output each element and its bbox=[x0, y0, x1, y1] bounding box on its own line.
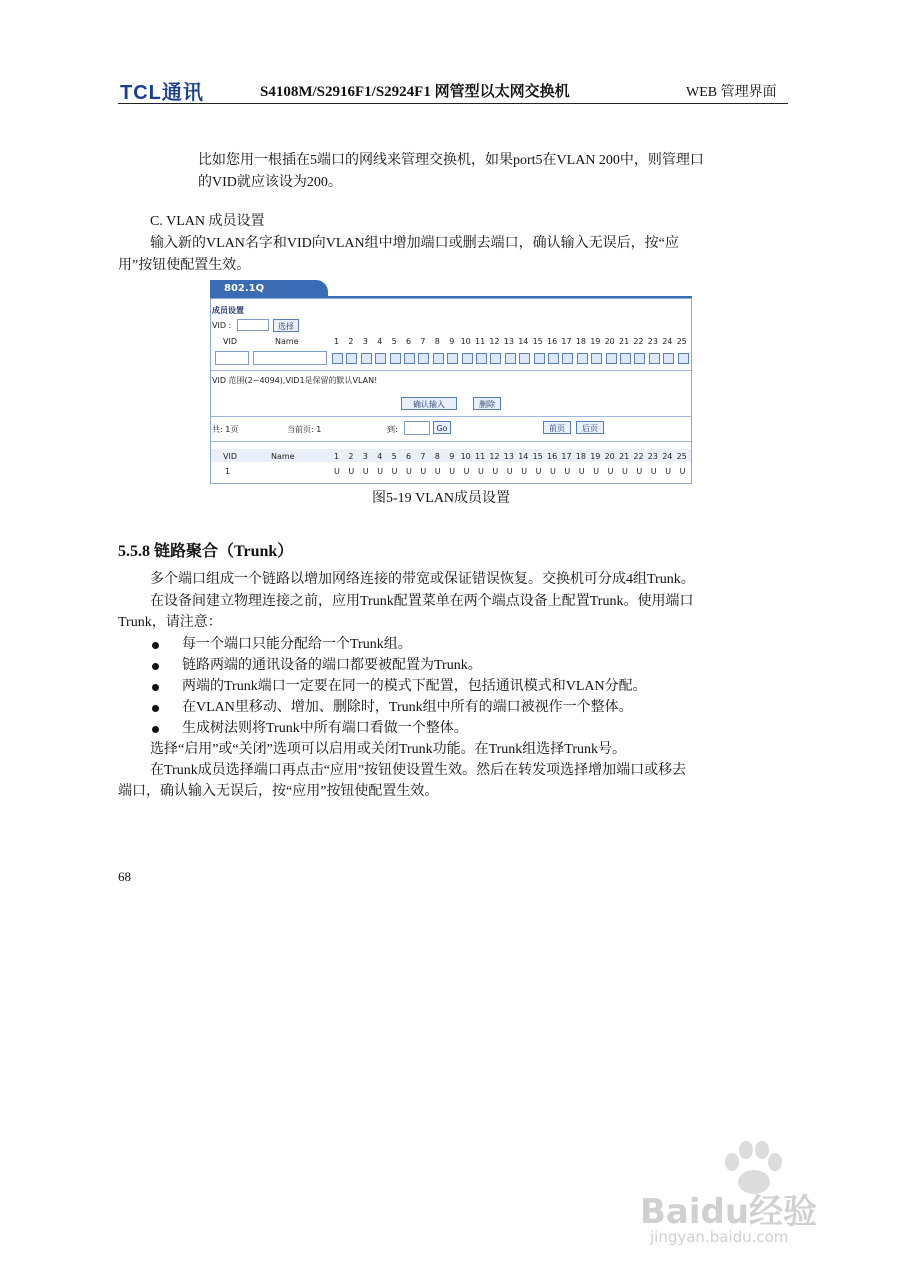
divider-2 bbox=[211, 416, 691, 417]
bullet-icon bbox=[152, 726, 159, 733]
table-port-header-2: 2 bbox=[348, 452, 354, 461]
port-checkbox-13[interactable] bbox=[505, 353, 516, 364]
port-checkbox-24[interactable] bbox=[663, 353, 674, 364]
table-port-value-2: U bbox=[348, 467, 355, 476]
port-checkbox-16[interactable] bbox=[548, 353, 559, 364]
table-port-value-17: U bbox=[564, 467, 571, 476]
tcl-logo: TCL通讯 bbox=[120, 82, 204, 104]
table-port-header-3: 3 bbox=[362, 452, 368, 461]
port-checkbox-20[interactable] bbox=[606, 353, 617, 364]
new-vid-input[interactable] bbox=[215, 351, 249, 365]
port-header-8: 8 bbox=[434, 337, 440, 346]
table-port-header-4: 4 bbox=[377, 452, 383, 461]
port-header-25: 25 bbox=[676, 337, 687, 346]
vlan-member-screenshot bbox=[210, 280, 692, 484]
port-header-7: 7 bbox=[420, 337, 426, 346]
table-port-value-25: U bbox=[679, 467, 686, 476]
table-port-header-21: 21 bbox=[619, 452, 630, 461]
table-row-vid: 1 bbox=[225, 467, 231, 476]
port-header-17: 17 bbox=[561, 337, 572, 346]
table-port-value-20: U bbox=[607, 467, 614, 476]
port-checkbox-9[interactable] bbox=[447, 353, 458, 364]
intro-line-1: 比如您用一根插在5端口的网线来管理交换机，如果port5在VLAN 200中，则管理口 bbox=[198, 153, 704, 168]
port-checkbox-14[interactable] bbox=[519, 353, 530, 364]
table-port-header-17: 17 bbox=[561, 452, 572, 461]
port-header-10: 10 bbox=[460, 337, 471, 346]
trunk-note-item: 在VLAN里移动、增加、删除时，Trunk组中所有的端口被视作一个整体。 bbox=[182, 700, 633, 715]
section-558-p2-line2: Trunk，请注意： bbox=[118, 615, 222, 630]
port-checkbox-10[interactable] bbox=[462, 353, 473, 364]
port-header-23: 23 bbox=[647, 337, 658, 346]
port-checkbox-4[interactable] bbox=[375, 353, 386, 364]
current-page: 当前页: 1 bbox=[287, 425, 322, 434]
port-header-12: 12 bbox=[489, 337, 500, 346]
table-port-header-8: 8 bbox=[434, 452, 440, 461]
port-header-5: 5 bbox=[391, 337, 397, 346]
port-header-3: 3 bbox=[362, 337, 368, 346]
table-port-header-1: 1 bbox=[334, 452, 340, 461]
table-port-value-24: U bbox=[665, 467, 672, 476]
table-port-value-1: U bbox=[334, 467, 340, 476]
port-checkbox-12[interactable] bbox=[490, 353, 501, 364]
table-port-header-18: 18 bbox=[575, 452, 586, 461]
table-port-value-15: U bbox=[535, 467, 542, 476]
port-checkbox-1[interactable] bbox=[332, 353, 343, 364]
port-checkbox-18[interactable] bbox=[577, 353, 588, 364]
new-name-input[interactable] bbox=[253, 351, 327, 365]
table-port-value-11: U bbox=[478, 467, 484, 476]
port-header-15: 15 bbox=[532, 337, 543, 346]
table-port-header-11: 11 bbox=[475, 452, 486, 461]
col-vid-header: VID bbox=[223, 337, 237, 346]
table-port-header-24: 24 bbox=[662, 452, 673, 461]
port-checkbox-19[interactable] bbox=[591, 353, 602, 364]
port-header-1: 1 bbox=[334, 337, 340, 346]
header-section-label: WEB 管理界面 bbox=[686, 85, 777, 100]
col-name-header: Name bbox=[275, 337, 299, 346]
table-port-value-21: U bbox=[622, 467, 628, 476]
select-button[interactable]: 选择 bbox=[273, 319, 299, 332]
table-port-value-14: U bbox=[521, 467, 528, 476]
port-header-22: 22 bbox=[633, 337, 644, 346]
table-port-value-8: U bbox=[434, 467, 441, 476]
port-checkbox-2[interactable] bbox=[346, 353, 357, 364]
port-header-20: 20 bbox=[604, 337, 615, 346]
table-port-value-22: U bbox=[636, 467, 643, 476]
table-port-value-7: U bbox=[420, 467, 427, 476]
table-port-value-5: U bbox=[391, 467, 398, 476]
port-header-21: 21 bbox=[619, 337, 630, 346]
table-port-value-6: U bbox=[406, 467, 412, 476]
divider-1 bbox=[211, 370, 691, 371]
table-port-header-9: 9 bbox=[449, 452, 455, 461]
table-port-header-20: 20 bbox=[604, 452, 615, 461]
table-port-value-9: U bbox=[449, 467, 456, 476]
intro-line-2: 的VID就应该设为200。 bbox=[198, 175, 342, 190]
page-number: 68 bbox=[118, 869, 131, 884]
next-page-button[interactable]: 后页 bbox=[576, 421, 604, 434]
port-header-4: 4 bbox=[377, 337, 383, 346]
port-header-13: 13 bbox=[503, 337, 514, 346]
bullet-icon bbox=[152, 684, 159, 691]
port-checkbox-15[interactable] bbox=[534, 353, 545, 364]
port-header-9: 9 bbox=[449, 337, 455, 346]
tab-8021q[interactable]: 802.1Q bbox=[210, 280, 328, 298]
port-checkbox-22[interactable] bbox=[634, 353, 645, 364]
goto-label: 到: bbox=[387, 425, 398, 434]
port-header-14: 14 bbox=[518, 337, 529, 346]
section-558-p4-line1: 在Trunk成员选择端口再点击“应用”按钮使设置生效。然后在转发项选择增加端口或移去 bbox=[150, 763, 687, 778]
port-header-2: 2 bbox=[348, 337, 354, 346]
port-checkbox-25[interactable] bbox=[678, 353, 689, 364]
table-port-header-15: 15 bbox=[532, 452, 543, 461]
vid-label: VID : bbox=[212, 321, 232, 330]
divider-3 bbox=[211, 441, 691, 442]
watermark-brand: Baidu经验 bbox=[640, 1192, 818, 1232]
port-header-16: 16 bbox=[547, 337, 558, 346]
table-port-value-3: U bbox=[362, 467, 369, 476]
section-c-line-2: 用”按钮使配置生效。 bbox=[118, 258, 251, 273]
panel-title: 成员设置 bbox=[212, 306, 244, 315]
delete-button[interactable]: 删除 bbox=[473, 397, 501, 410]
table-port-header-13: 13 bbox=[503, 452, 514, 461]
port-checkbox-23[interactable] bbox=[649, 353, 660, 364]
port-header-24: 24 bbox=[662, 337, 673, 346]
table-port-value-12: U bbox=[492, 467, 499, 476]
table-port-header-14: 14 bbox=[518, 452, 529, 461]
section-c-line-1: 输入新的VLAN名字和VID向VLAN组中增加端口或删去端口，确认输入无误后，按“应 bbox=[150, 236, 679, 251]
section-558-heading: 5.5.8 链路聚合（Trunk） bbox=[118, 543, 294, 560]
prev-page-button[interactable]: 前页 bbox=[543, 421, 571, 434]
table-port-header-19: 19 bbox=[590, 452, 601, 461]
section-558-p1: 多个端口组成一个链路以增加网络连接的带宽或保证错误恢复。交换机可分成4组Trunk。 bbox=[150, 572, 695, 587]
section-558-p2-line1: 在设备间建立物理连接之前，应用Trunk配置菜单在两个端点设备上配置Trunk。使用端口 bbox=[150, 594, 694, 609]
table-port-header-5: 5 bbox=[391, 452, 397, 461]
port-checkbox-21[interactable] bbox=[620, 353, 631, 364]
total-pages: 共: 1页 bbox=[212, 425, 239, 434]
table-port-header-10: 10 bbox=[460, 452, 471, 461]
table-port-value-19: U bbox=[593, 467, 600, 476]
table-port-value-23: U bbox=[650, 467, 657, 476]
section-c-heading: C. VLAN 成员设置 bbox=[150, 214, 265, 229]
panel-frame bbox=[210, 298, 692, 484]
table-port-header-12: 12 bbox=[489, 452, 500, 461]
go-button[interactable]: Go bbox=[433, 421, 451, 434]
port-checkbox-7[interactable] bbox=[418, 353, 429, 364]
trunk-note-item: 链路两端的通讯设备的端口都要被配置为Trunk。 bbox=[182, 658, 482, 673]
table-port-value-13: U bbox=[506, 467, 513, 476]
table-port-header-16: 16 bbox=[547, 452, 558, 461]
bullet-icon bbox=[152, 642, 159, 649]
port-header-19: 19 bbox=[590, 337, 601, 346]
baidu-watermark bbox=[640, 1140, 860, 1250]
trunk-note-item: 生成树法则将Trunk中所有端口看做一个整体。 bbox=[182, 721, 468, 736]
port-header-18: 18 bbox=[575, 337, 586, 346]
port-checkbox-11[interactable] bbox=[476, 353, 487, 364]
table-port-header-25: 25 bbox=[676, 452, 687, 461]
port-header-11: 11 bbox=[475, 337, 486, 346]
port-header-6: 6 bbox=[406, 337, 412, 346]
port-checkbox-6[interactable] bbox=[404, 353, 415, 364]
confirm-button[interactable]: 确认输入 bbox=[401, 397, 457, 410]
port-checkbox-3[interactable] bbox=[361, 353, 372, 364]
table-port-header-7: 7 bbox=[420, 452, 426, 461]
trunk-note-item: 两端的Trunk端口一定要在同一的模式下配置，包括通讯模式和VLAN分配。 bbox=[182, 679, 647, 694]
port-checkbox-8[interactable] bbox=[433, 353, 444, 364]
trunk-note-item: 每一个端口只能分配给一个Trunk组。 bbox=[182, 637, 412, 652]
vid-select-input[interactable] bbox=[237, 319, 269, 331]
port-checkbox-17[interactable] bbox=[562, 353, 573, 364]
port-checkbox-5[interactable] bbox=[390, 353, 401, 364]
watermark-url: jingyan.baidu.com bbox=[650, 1228, 789, 1246]
figure-caption: 图5-19 VLAN成员设置 bbox=[372, 491, 511, 506]
bullet-icon bbox=[152, 705, 159, 712]
table-port-header-6: 6 bbox=[406, 452, 412, 461]
table-port-value-10: U bbox=[463, 467, 470, 476]
table-port-value-16: U bbox=[550, 467, 556, 476]
table-port-value-4: U bbox=[377, 467, 384, 476]
table-col-name: Name bbox=[271, 452, 295, 461]
table-col-vid: VID bbox=[223, 452, 237, 461]
bullet-icon bbox=[152, 663, 159, 670]
table-port-value-18: U bbox=[578, 467, 585, 476]
goto-page-input[interactable] bbox=[404, 421, 430, 435]
section-558-p4-line2: 端口，确认输入无误后，按“应用”按钮使配置生效。 bbox=[118, 784, 439, 799]
header-title: S4108M/S2916F1/S2924F1 网管型以太网交换机 bbox=[260, 84, 570, 100]
table-port-header-23: 23 bbox=[647, 452, 658, 461]
vid-range-note: VID 范围(2~4094),VID1是保留的默认VLAN! bbox=[212, 376, 378, 385]
header-divider bbox=[118, 103, 788, 104]
table-port-header-22: 22 bbox=[633, 452, 644, 461]
section-558-p3: 选择“启用”或“关闭”选项可以启用或关闭Trunk功能。在Trunk组选择Trunk号。 bbox=[150, 742, 627, 757]
